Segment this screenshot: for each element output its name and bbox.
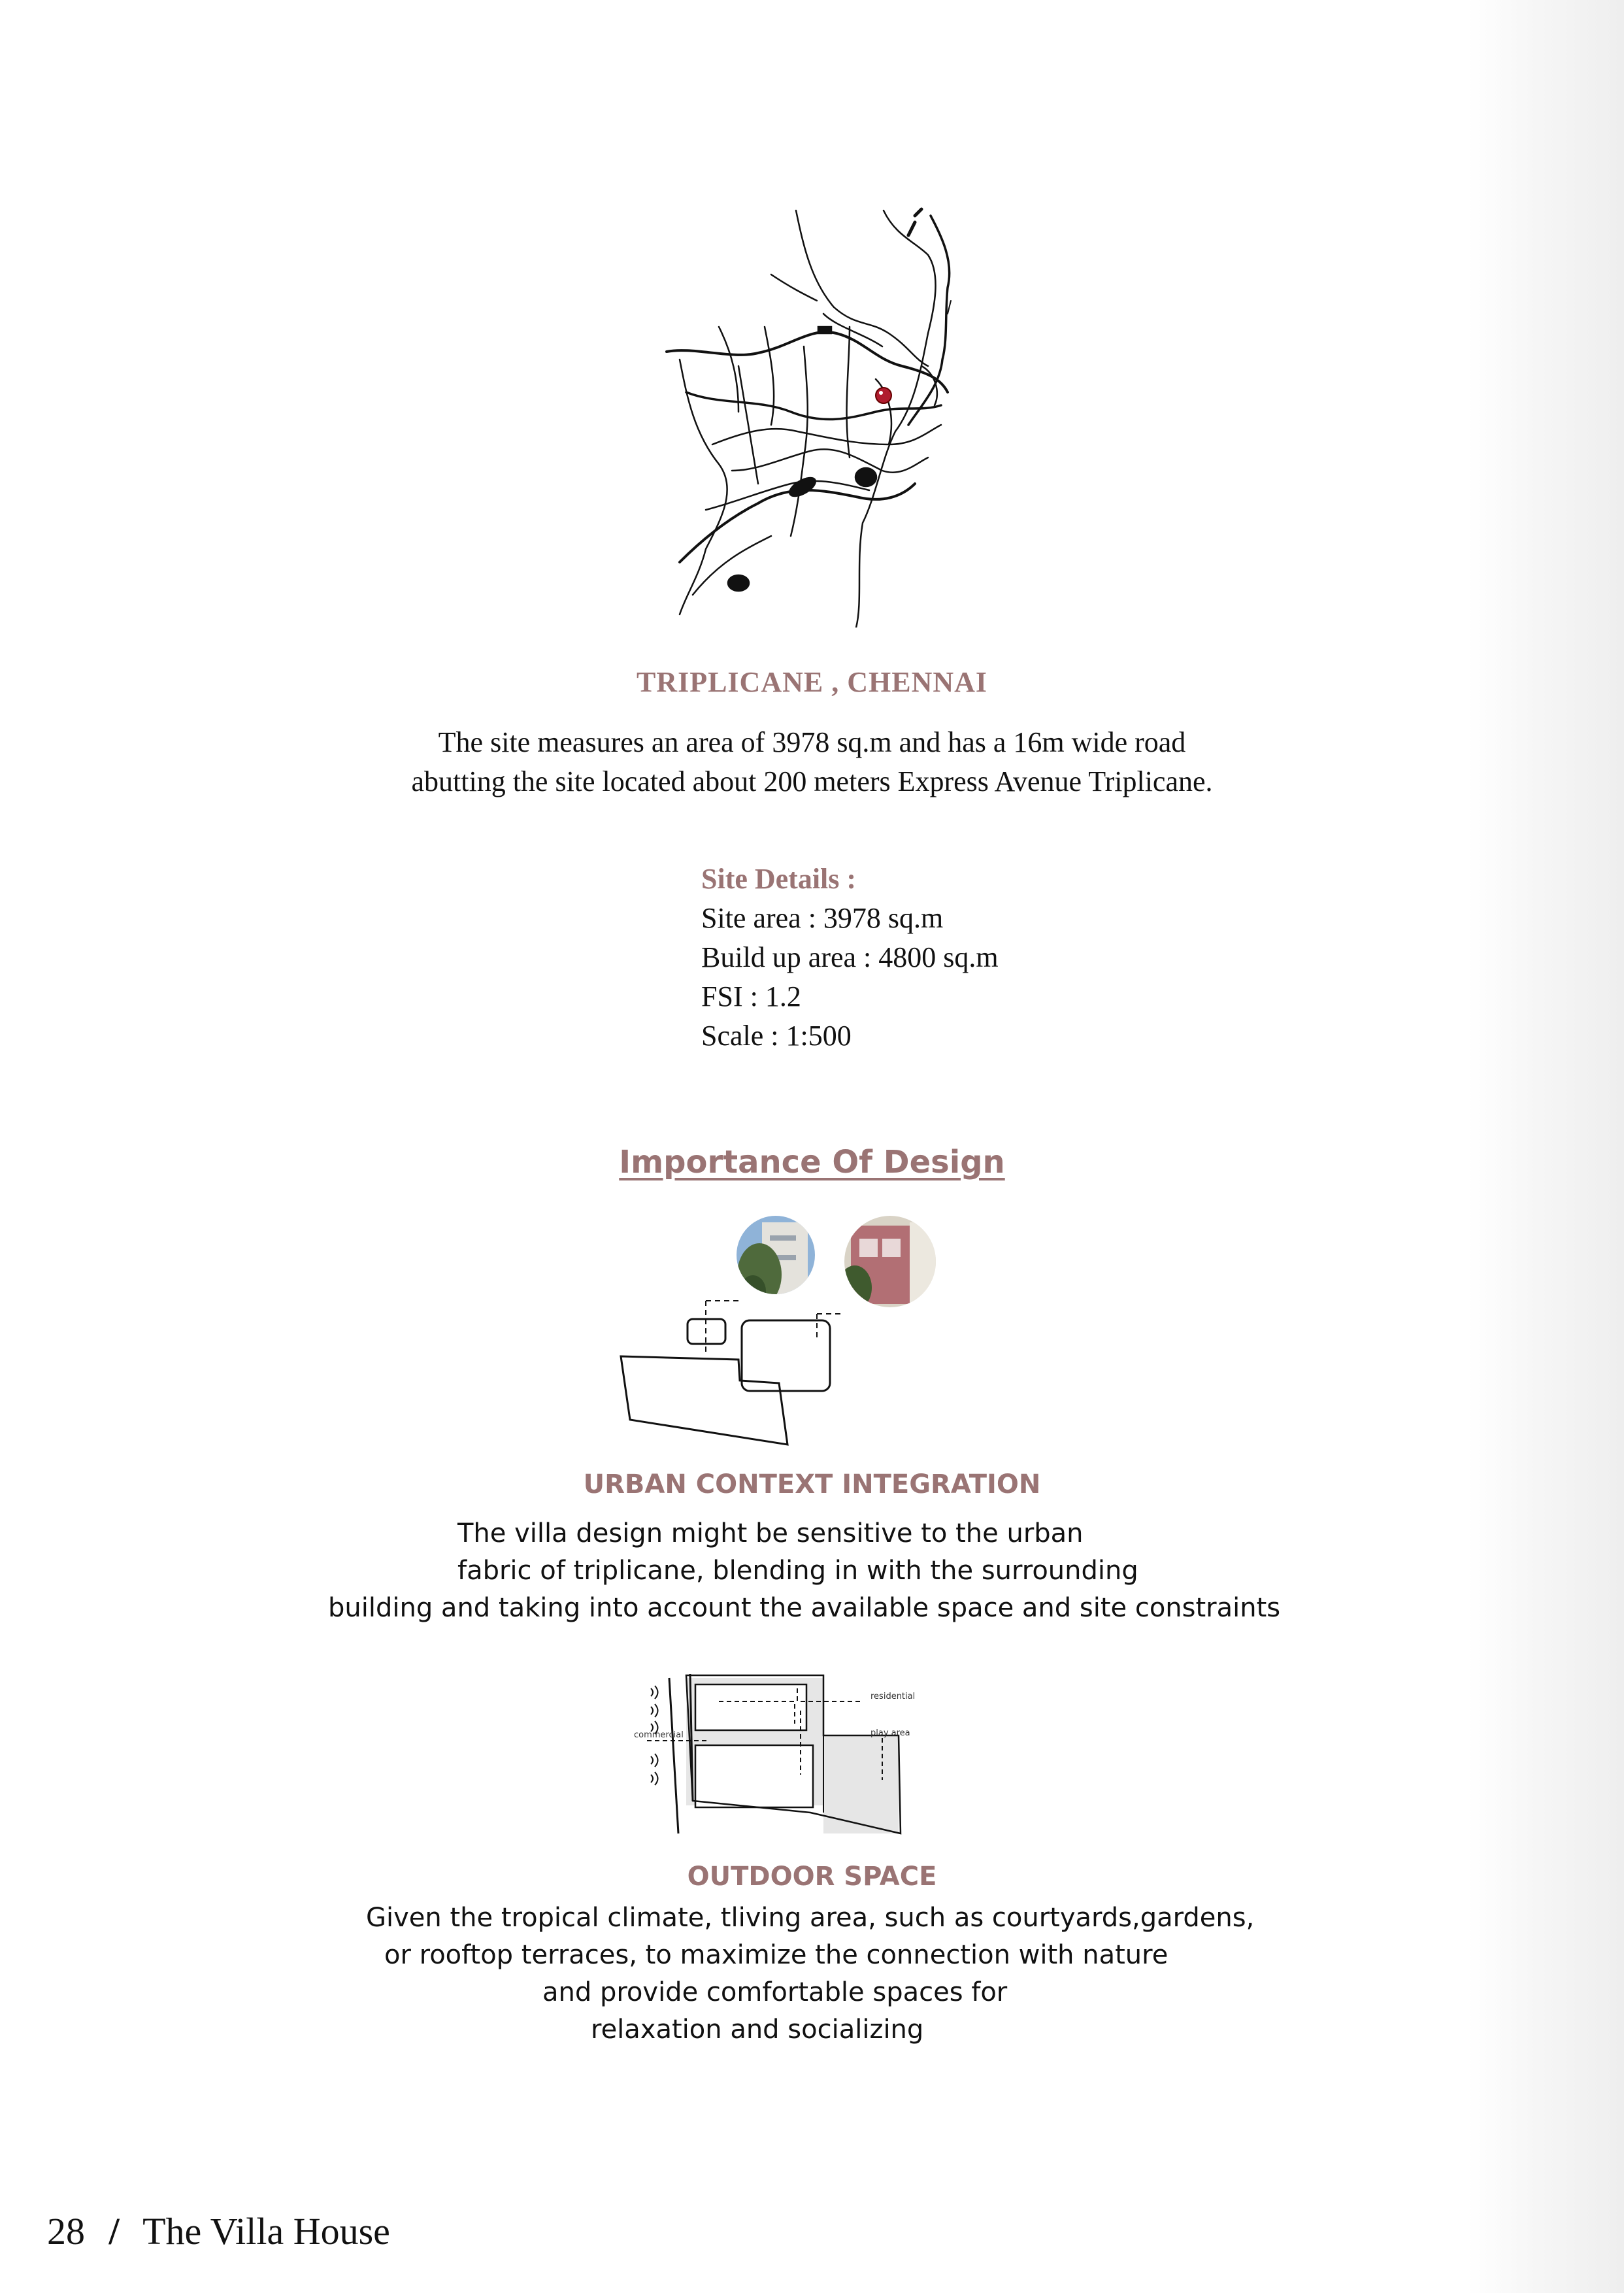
site-detail-item: Build up area : 4800 sq.m	[701, 941, 999, 973]
site-detail-item: Site area : 3978 sq.m	[701, 902, 944, 934]
urban-context-heading: URBAN CONTEXT INTEGRATION	[583, 1469, 1041, 1499]
urban-context-text: fabric of triplicane, blending in with the surrounding	[457, 1556, 1138, 1586]
page-footer	[47, 2209, 390, 2253]
site-details-heading: Site Details :	[701, 863, 857, 895]
outdoor-space-text: and provide comfortable spaces for	[542, 1977, 1008, 2007]
building-photo-1	[732, 1213, 823, 1307]
site-location-map	[640, 196, 980, 628]
play-area-label: play area	[870, 1728, 910, 1738]
commercial-label: commercial	[634, 1730, 684, 1740]
building-photo-2	[838, 1214, 941, 1313]
outdoor-space-heading: OUTDOOR SPACE	[687, 1862, 937, 1892]
page-number: 28	[47, 2210, 85, 2252]
urban-context-text: The villa design might be sensitive to the urban	[457, 1518, 1084, 1548]
site-title: TRIPLICANE , CHENNAI	[636, 666, 988, 698]
outdoor-zoning-diagram	[627, 1670, 935, 1837]
site-marker-icon	[876, 388, 891, 403]
urban-context-diagram	[608, 1209, 948, 1451]
urban-context-text: building and taking into account the available space and site constraints	[328, 1593, 1281, 1623]
site-details	[701, 860, 999, 1056]
site-detail-item: Scale : 1:500	[701, 1020, 852, 1052]
footer-title: The Villa House	[142, 2210, 390, 2252]
site-detail-item: FSI : 1.2	[701, 980, 801, 1013]
outdoor-space-text: relaxation and socializing	[591, 2015, 924, 2045]
footer-separator: /	[108, 2210, 120, 2252]
residential-label: residential	[870, 1692, 916, 1701]
importance-heading: Importance Of Design	[619, 1144, 1005, 1180]
site-intro-line: The site measures an area of 3978 sq.m and has a 16m wide road	[438, 726, 1186, 758]
outdoor-space-text: or rooftop terraces, to maximize the connection with nature	[384, 1940, 1168, 1970]
site-intro-line: abutting the site located about 200 meters Express Avenue Triplicane.	[411, 765, 1213, 797]
outdoor-space-text: Given the tropical climate, tliving area, such as courtyards,gardens,	[366, 1903, 1255, 1933]
